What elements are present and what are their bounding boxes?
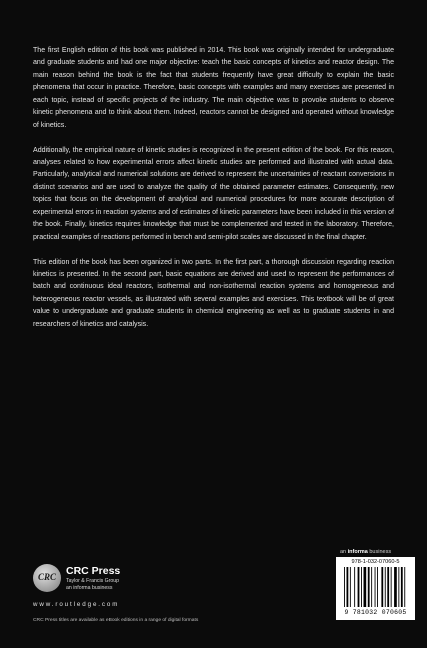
blurb-paragraph-3: This edition of the book has been organized in two parts. In the first part, a thorough discussion regarding reaction kinetics is presented. In the second part, basic equations are derived and used to represent the performances of batch and continuous ideal reactors, isothermal and non-isothermal reaction systems and homogeneous and heterogeneous reactor vessels, as illustrated with several examples and exercises. This textbook will be of great value to undergraduate and graduate students in chemical engineering as well as to graduate students in and researchers of kinetics and catalysis.	[33, 258, 394, 328]
publisher-group: Taylor & Francis Group	[66, 578, 120, 584]
blurb-paragraph-2: Additionally, the empirical nature of kinetic studies is recognized in the present edition of the book. For this reason, analyses related to how experimental errors affect kinetic studies are performed and illustrated with actual data. Particularly, analytical and numerical solutions are derived to represent the uncertainties of reactant conversions in distinct scenarios and are used to analyze the quality of the obtained parameter estimates. Consequently, new topics that focus on the development of analytical and numerical procedures for more accurate description of experimental errors in reaction systems and of estimates of kinetic parameters have been included in this version of the book. Finally, kinetics requires knowledge that must be complemented and tested in the laboratory. Therefore, practical examples of reactions performed in bench and semi-pilot scales are discussed in the final chapter.	[33, 146, 394, 241]
blurb	[33, 45, 394, 344]
crc-logo-icon	[33, 564, 61, 592]
publisher-logo	[33, 564, 183, 596]
informa-business-label	[340, 549, 391, 555]
blurb-paragraph-1: The first English edition of this book was published in 2014. This book was originally intended for undergraduate and graduate students and had one major objective: teach the basic concepts of kinetics and reactor design. The main reason behind the book is the fact that students frequently have great difficulty to explain the basic phenomena that occur in practice. Therefore, basic concepts with examples and many exercises are presented in each topic, instead of specific projects of the industry. The main objective was to provoke students to observe kinetic phenomena and to think about them. Indeed, reactors cannot be designed and operated without knowledge of kinetics.	[33, 47, 394, 129]
publisher-name: CRC Press	[66, 565, 121, 577]
barcode-icon	[344, 567, 407, 609]
informa-prefix: an	[340, 549, 348, 555]
informa-suffix: business	[367, 549, 392, 555]
website-link[interactable]: www.routledge.com	[33, 601, 120, 608]
publisher-tagline: an informa business	[66, 585, 113, 591]
barcode-digits: 9 781032 070605	[344, 609, 407, 616]
crc-logo-text: CRC	[37, 572, 56, 582]
isbn-number: 978-1-032-07060-5	[351, 559, 400, 565]
isbn-barcode	[336, 557, 415, 620]
ebook-note: CRC Press titles are available as eBook editions in a range of digital formats	[33, 618, 199, 623]
informa-brand: informa	[347, 549, 368, 555]
